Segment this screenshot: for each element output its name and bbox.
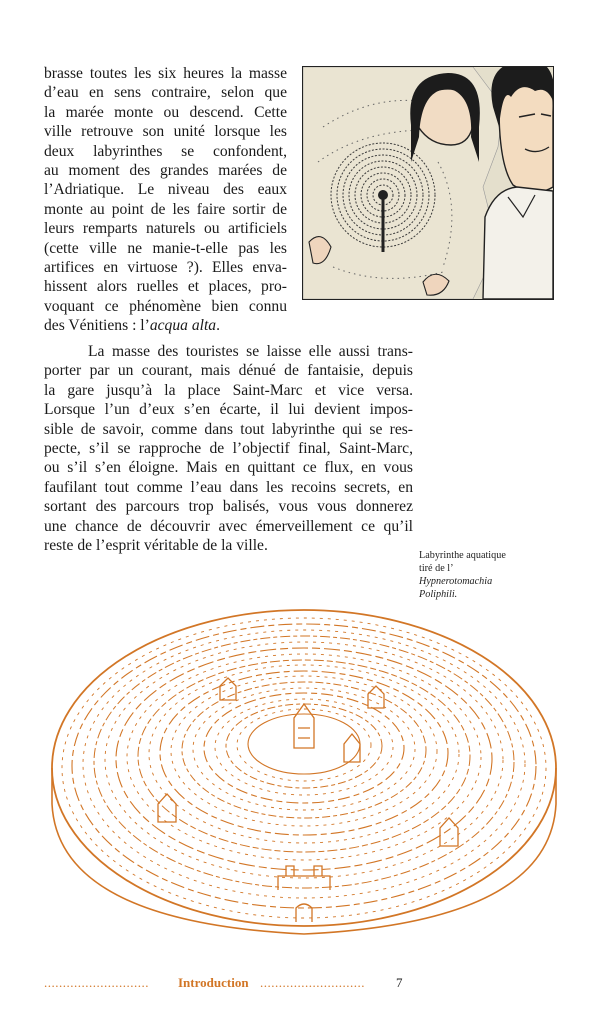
text-line: porter par un courant, mais dénué de fantaisie, depuis — [44, 362, 413, 380]
labyrinth-drawing — [46, 590, 562, 942]
text-line: deux labyrinthes se confondent, — [44, 142, 287, 160]
text-line: artifices en virtuose ?). Elles enva- — [44, 258, 287, 276]
text-line: d’eau en sens contraire, selon que — [44, 84, 287, 102]
text-line: la marée monte ou descend. Cette — [44, 103, 287, 121]
text-line: Lorsque l’un d’eux s’en écarte, il lui devient impos- — [44, 401, 413, 419]
text-span: des Vénitiens : l’ — [44, 317, 150, 335]
text-line-last: reste de l’esprit véritable de la ville. — [44, 536, 268, 554]
caption-text: tiré de l’ — [419, 563, 454, 574]
text-line: hissent alors ruelles et places, pro- — [44, 278, 287, 296]
caption-line — [419, 562, 569, 588]
text-line: la gare jusqu’à la place Saint-Marc et vice versa. — [44, 381, 413, 399]
footer-dots-right: ............................ — [260, 975, 365, 990]
comic-panel-drawing — [303, 67, 553, 299]
footer-dots-left: ............................ — [44, 975, 149, 990]
page-number: 7 — [396, 975, 403, 990]
text-line: pecte, s’il se rapproche de l’objectif final, Saint-Marc, — [44, 439, 413, 457]
text-line-last — [44, 316, 287, 335]
text-line: faufilant tout comme l’eau dans les recoins secrets, en — [44, 478, 413, 496]
text-line: ou s’il s’en éloigne. Mais en quittant ce flux, en vous — [44, 459, 413, 477]
text-line: voquant ce phénomène bien connu — [44, 297, 287, 315]
page-footer — [44, 975, 412, 993]
paragraph-1 — [44, 64, 287, 335]
text-line: l’Adriatique. Le niveau des eaux — [44, 181, 287, 199]
text-line: sible de savoir, comme dans tout labyrinthe qui se res- — [44, 420, 413, 438]
caption-italic: Poliphili. — [419, 589, 458, 600]
text-line: sortant des parcours trop balisés, vous vous donnerez — [44, 498, 413, 516]
text-line: monte au point de les faire sortir de — [44, 200, 287, 218]
paragraph-2 — [44, 342, 413, 555]
text-line: au moment des grandes marées de — [44, 161, 287, 179]
italic-term: acqua alta — [149, 317, 217, 335]
text-line: une chance de découvrir avec émerveillement ce qu’il — [44, 517, 413, 535]
text-line: La masse des touristes se laisse elle aussi trans- — [88, 343, 413, 360]
text-line: (cette ville ne manie-t-elle pas les — [44, 239, 287, 257]
caption-line: Labyrinthe aquatique — [419, 550, 506, 561]
comic-panel-illustration — [302, 66, 554, 300]
text-span: . — [216, 317, 221, 335]
text-line: brasse toutes les six heures la masse — [44, 65, 287, 82]
text-line: ville retrouve son unité lorsque les — [44, 123, 287, 141]
text-line: leurs remparts naturels ou artificiels — [44, 220, 287, 238]
labyrinth-illustration — [46, 590, 562, 942]
footer-chapter-title: Introduction — [178, 975, 249, 990]
caption-italic: Hypnerotomachia — [419, 576, 493, 587]
